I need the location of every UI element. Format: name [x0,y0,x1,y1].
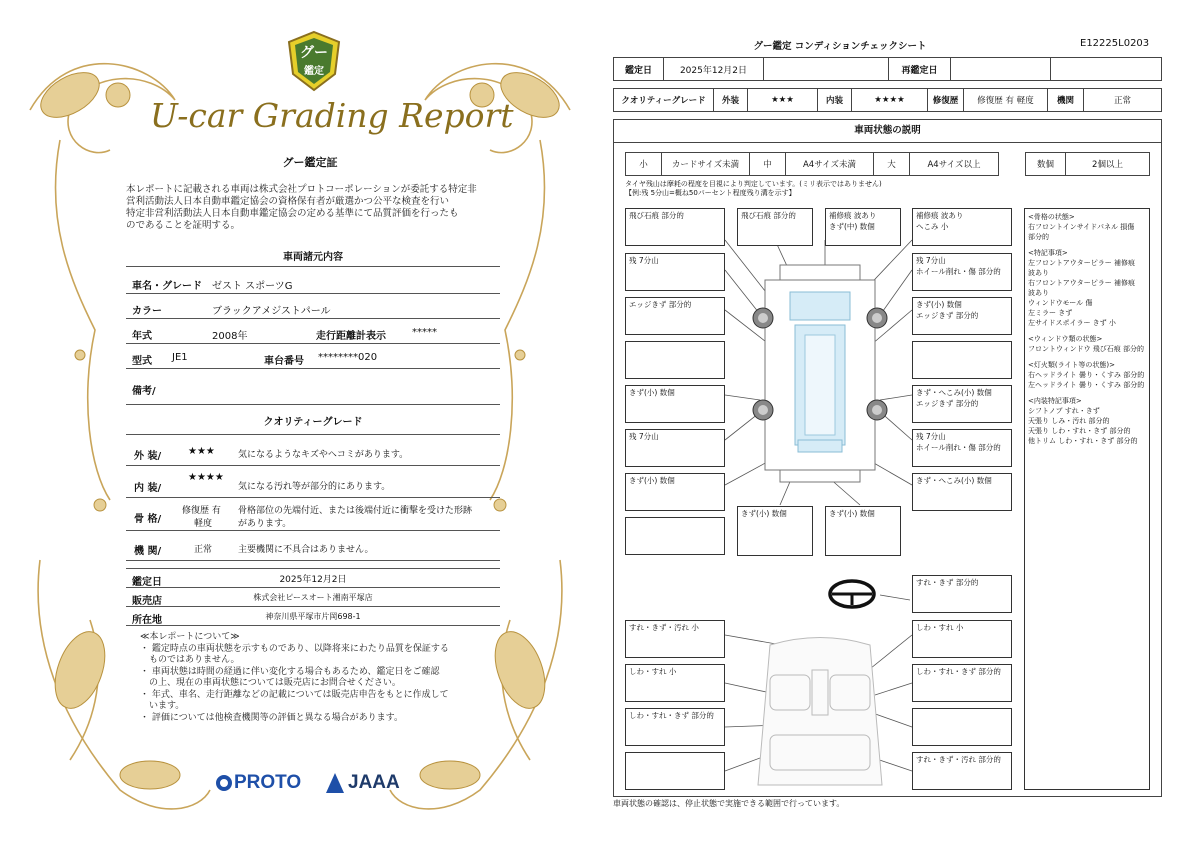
callout-front-windshield [737,208,813,246]
engine-label: 機関 [1048,89,1084,111]
chassis-label: 車台番号 [264,356,304,367]
callout-dash-left [625,620,725,658]
note-line: 天張り しみ・汚れ 部分的 [1028,417,1110,425]
intro-line: のであることを証明する。 [126,220,241,231]
callout-trunk [912,752,1012,790]
callout-dash-right [912,620,1012,658]
callout-rear-seat-right-empty [912,708,1012,746]
exterior-desc: 気になるようなキズやヘコミがあります。 [238,450,409,460]
repair-label: 修復歴 [928,89,964,111]
intro-line: 本レポートに記載される車両は株式会社プロトコーポレーションが委託する特定非 [126,184,477,195]
report-title-jp: グー鑑定証 [282,156,338,169]
int-stars: ★★★★ [852,89,928,111]
car-name-row [126,272,500,294]
mileage-value: ***** [412,327,437,338]
note-line: 右フロントインサイドパネル 損傷 [1028,223,1135,231]
callout-rear-right [912,473,1012,511]
note-line: ・ 年式、車名、走行距離などの記載については販売店申告をもとに作成して [140,689,449,700]
note-line: <内装特記事項> [1028,397,1082,405]
model-row [126,347,500,369]
count-value: 2個以上 [1092,160,1123,170]
date-value: 2025年12月2日 [664,58,764,80]
doc-id: E12225L0203 [1080,38,1150,49]
callout-text: エッジきず 部分的 [916,399,979,408]
callout-tire-rl [625,429,725,467]
cabin-layout [758,638,882,786]
logo-text-bottom: 鑑定 [304,66,324,77]
callout-text: 補修痕 波あり [916,211,964,220]
note-line: 左サイドスポイラー きず 小 [1028,319,1116,327]
mileage-label: 走行距離計表示 [316,331,386,342]
frame-desc: 骨格部位の先端付近、または後端付近に衝撃を受けた形跡 [238,506,473,516]
interior-stars: ★★★★ [188,472,224,483]
size-small-label: 小 [626,153,662,175]
date-label: 鑑定日 [132,577,162,588]
date-label: 鑑定日 [614,58,664,80]
repair-value: 修復歴 有 軽度 [964,89,1048,111]
callout-text: 飛び石痕 部分的 [741,211,796,220]
state-heading: 車両状態の説明 [613,119,1162,143]
callout-steering [912,575,1012,613]
callout-rear-left-empty [625,752,725,790]
proto-text: PROTO [234,772,302,793]
note-line: 左ヘッドライト 曇り・くすみ 部分的 [1028,381,1145,389]
callout-text: すれ・きず 部分的 [916,578,979,587]
color-value: ブラックアメジストパール [212,306,331,317]
callout-text: きず(小) 数個 [629,476,675,485]
steering-wheel-icon [830,581,874,607]
callout-text: きず・へこみ(小) 数個 [916,388,992,397]
car-body [753,265,887,482]
quality-interior-row [126,470,500,498]
model-value: JE1 [172,352,188,363]
note-line: フロントウィンドウ 飛び石痕 部分的 [1028,345,1145,353]
year-value: 2008年 [212,331,248,342]
note-line: の上、現在の車両状態については販売店にお問合せください。 [140,678,401,688]
note-line: 右ヘッドライト 曇り・くすみ 部分的 [1028,371,1145,379]
callout-right-door [912,385,1012,423]
notes-panel [1024,208,1150,790]
callout-rear-bumper-right [825,506,901,556]
size-medium-desc: A4サイズ未満 [786,153,874,175]
interior-desc: 気になる汚れ等が部分的にあります。 [238,482,391,492]
sheet-title: グー鑑定 コンディションチェックシート [753,41,927,52]
qg-label: クオリティーグレード [614,89,714,111]
callout-text: すれ・きず・汚れ 小 [629,623,699,632]
callout-text: きず(小) 数個 [629,388,675,397]
exterior-stars: ★★★ [188,446,215,457]
note-line: 他トリム しわ・すれ・きず 部分的 [1028,437,1138,445]
note-line: 波あり [1028,269,1049,277]
sheet-footer: 車両状態の確認は、停止状態で実施できる範囲で行っています。 [613,799,845,808]
note-line: 天張り しわ・すれ・きず 部分的 [1028,427,1131,435]
note-line: 左ミラー きず [1028,309,1073,317]
callout-text: しわ・すれ・きず 部分的 [629,711,714,720]
callout-text: へこみ 小 [916,222,949,231]
car-name-value: ゼスト スポーツG [212,281,293,292]
notes-heading: ≪本レポートについて≫ [140,632,240,642]
callout-front-pillar-left [825,208,901,246]
redate-label: 再鑑定日 [889,58,951,80]
jaaa-mark-icon [326,773,344,793]
callout-text: 残 7分山 [629,432,659,441]
note-line: <灯火類(ライト等の状態)> [1028,361,1115,369]
callout-rear-seat-left [625,708,725,746]
callout-left-fender [625,297,725,335]
frame-value: 修復歴 有 [182,506,221,516]
callout-rear-left-empty [625,517,725,555]
model-label: 型式 [132,356,152,367]
quality-frame-row [126,501,500,531]
frame-value-2: 軽度 [194,519,213,529]
quality-exterior-row [126,440,500,466]
ext-label: 外装 [714,89,748,111]
callout-text: 残 7分山 [916,432,946,441]
callout-text: 飛び石痕 部分的 [629,211,684,220]
size-small-desc: カードサイズ未満 [662,153,750,175]
callout-text: ホイール削れ・傷 部分的 [916,443,1001,452]
note-line: ・ 車両状態は時間の経過に伴い変化する場合もあるため、鑑定日をご確認 [140,666,440,677]
note-line: 波あり [1028,289,1049,297]
note-line: ウィンドウモール 傷 [1028,299,1093,307]
callout-text: 残 7分山 [629,256,659,265]
color-row [126,297,500,319]
callout-text: しわ・すれ・きず 部分的 [916,667,1001,676]
callout-left-door-empty [625,341,725,379]
address-value: 神奈川県平塚市片岡698-1 [265,612,361,621]
note-line: <特記事項> [1028,249,1068,257]
note-line: 左フロントアウターピラー 補修痕 [1028,259,1135,267]
intro-line: 営利活動法人日本自動車鑑定協会の資格保有者が厳選かつ公平な検査を行い [126,196,450,207]
engine-label: 機 関/ [134,546,162,557]
callout-front-pillar-right [912,208,1012,246]
intro-text [126,184,506,232]
callout-right-door-empty [912,341,1012,379]
remarks-label: 備考/ [132,386,156,397]
quality-engine-row [126,535,500,561]
size-medium-label: 中 [750,153,786,175]
address-row [126,608,500,626]
size-legend [625,152,999,176]
jaaa-text: JAAA [348,772,400,793]
date-value: 2025年12月2日 [279,575,347,585]
report-title-en: U-car Grading Report [150,96,514,135]
callout-text: 補修痕 波あり [829,211,877,220]
callout-rear-left [625,473,725,511]
callout-text: きず(中) 数個 [829,222,875,231]
grade-table [613,88,1162,112]
tire-note-line: タイヤ残山は摩耗の程度を目視により判定しています。(ミリ表示ではありません) [625,180,882,188]
frame-desc-2: があります。 [238,519,292,529]
remarks-row [126,372,500,405]
tire-note [625,180,882,198]
engine-value: 正常 [1113,96,1131,106]
proto-mark-icon [216,775,232,791]
size-large-desc: A4サイズ以上 [927,160,981,170]
date-table [613,57,1162,81]
proto-logo [216,772,301,794]
year-label: 年式 [132,331,152,342]
int-label: 内装 [818,89,852,111]
note-line: シフトノブ すれ・きず [1028,407,1100,415]
chassis-value: ********020 [318,352,378,363]
address-label: 所在地 [132,615,162,626]
car-name-label: 車名・グレード [132,281,202,292]
goo-appraisal-logo [287,30,341,92]
color-label: カラー [132,306,162,317]
note-line: います。 [140,701,185,711]
intro-line: 特定非営利活動法人日本自動車鑑定協会の定める基準にて品質評価を行ったも [126,208,459,219]
ext-stars: ★★★ [748,89,818,111]
frame-label: 骨 格/ [134,514,162,525]
shop-value: 株式会社ピースオート湘南平塚店 [253,593,373,602]
callout-text: きず(小) 数個 [829,509,875,518]
interior-label: 内 装/ [134,483,162,494]
size-large-label: 大 [874,153,910,175]
note-line: <骨格の状態> [1028,213,1075,221]
callout-text: ホイール削れ・傷 部分的 [916,267,1001,276]
count-label: 数個 [1026,153,1066,175]
notes-block [140,632,500,724]
callout-text: きず(小) 数個 [916,300,962,309]
callout-text: エッジきず 部分的 [916,311,979,320]
date-row [126,568,500,588]
count-legend [1025,152,1150,176]
callout-text: 残 7分山 [916,256,946,265]
callout-text: しわ・すれ 小 [916,623,964,632]
callout-front-left [625,208,725,246]
callout-text: きず・へこみ(小) 数個 [916,476,992,485]
callout-right-fender [912,297,1012,335]
shop-row [126,589,500,607]
callout-tire-rr [912,429,1012,467]
note-line: ものではありません。 [140,655,240,665]
callout-text: しわ・すれ 小 [629,667,677,676]
callout-front-seat-left [625,664,725,702]
callout-tire-fr [912,253,1012,291]
callout-front-seat-right [912,664,1012,702]
year-row [126,322,500,344]
note-line: <ウィンドウ類の状態> [1028,335,1103,343]
note-line: ・ 鑑定時点の車両状態を示すものであり、以降将来にわたり品質を保証する [140,643,449,654]
engine-value: 正常 [194,545,213,555]
quality-heading: クオリティーグレード [263,417,363,428]
callout-rear-bumper-left [737,506,813,556]
exterior-label: 外 装/ [134,451,162,462]
logo-text-top: グー [300,45,328,61]
callout-text: エッジきず 部分的 [629,300,692,309]
shop-label: 販売店 [132,596,162,607]
spec-heading: 車両諸元内容 [283,252,343,263]
note-line: 部分的 [1028,233,1049,241]
tire-note-line: 【例:残 5分山=概ね50パーセント程度残り溝を示す】 [625,189,796,197]
note-line: ・ 評価については他検査機関等の評価と異なる場合があります。 [140,712,403,723]
callout-text: きず(小) 数個 [741,509,787,518]
note-line: 右フロントアウターピラー 補修痕 [1028,279,1135,287]
callout-tire-fl [625,253,725,291]
callout-text: すれ・きず・汚れ 部分的 [916,755,1001,764]
engine-desc: 主要機関に不具合はありません。 [238,545,374,555]
callout-left-door [625,385,725,423]
jaaa-logo [326,772,400,794]
